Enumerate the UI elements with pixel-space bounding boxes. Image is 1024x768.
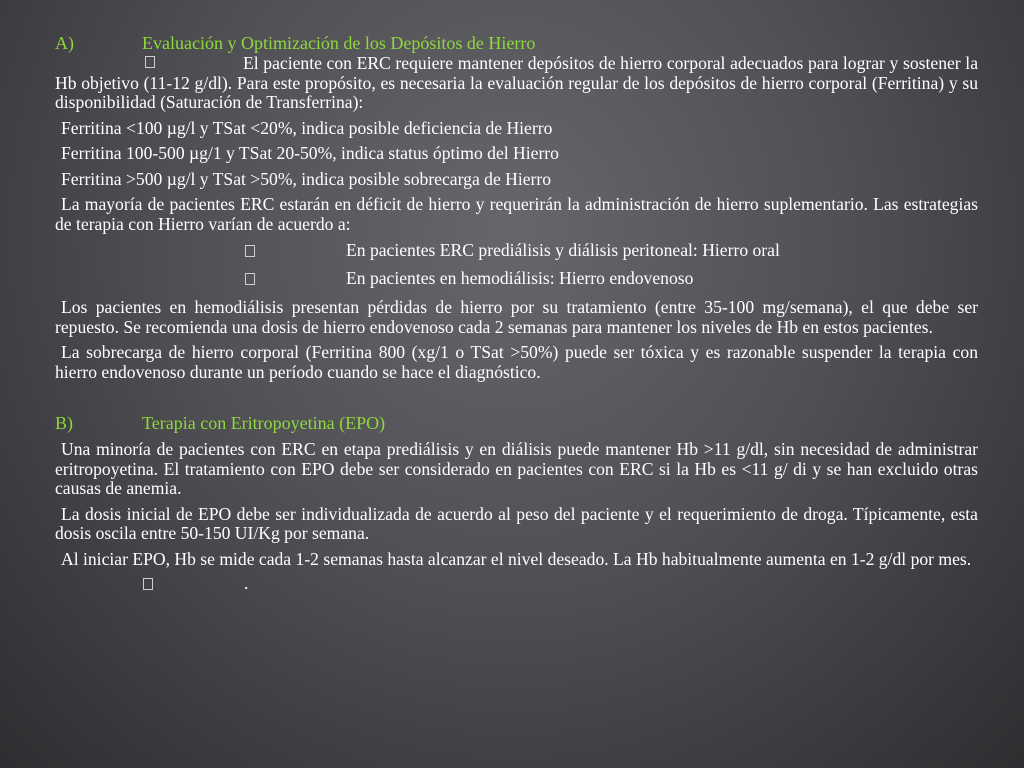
- section-a-heading: [55, 32, 978, 54]
- ferritina-line-3: Ferritina >500 µg/l y TSat >50%, indica posible sobrecarga de Hierro: [61, 168, 552, 189]
- deficit-paragraph: La mayoría de pacientes ERC estarán en déficit de hierro y requerirán la administración de hierro suplementario. Las estrategias de terapia con Hierro varían de acuerdo a:: [55, 194, 978, 234]
- section-a-title: Evaluación y Optimización de los Depósitos de Hierro: [142, 33, 536, 53]
- ferritina-line-2: Ferritina 100-500 µg/1 y TSat 20-50%, indica status óptimo del Hierro: [61, 143, 559, 163]
- missing-glyph-box-icon: [143, 578, 153, 590]
- section-b-letter: B): [55, 413, 73, 433]
- section-a-letter: A): [55, 33, 74, 53]
- section-b-title: Terapia con Eritropoyetina (EPO): [142, 413, 386, 433]
- missing-glyph-box-icon: [245, 245, 255, 257]
- sobrecarga-paragraph: La sobrecarga de hierro corporal (Ferritina 800 (xg/1 o TSat >50%) puede ser tóxica y es razonable suspender la terapia con hierro endovenoso durante un período cuando se hace el diagnóstico.: [55, 342, 978, 382]
- epo-paragraph-1: Una minoría de pacientes con ERC en etapa prediálisis y en diálisis puede mantener Hb >11 g/dl, sin necesidad de administrar eritropoyetina. El tratamiento con EPO debe ser considerado en pacientes con ERC si la Hb es <11 g/ di y se han excluido otras causas de anemia.: [55, 439, 978, 498]
- section-a-intro-block: [55, 54, 978, 113]
- strategy-oral-text: En pacientes ERC prediálisis y diálisis peritoneal: Hierro oral: [346, 240, 780, 260]
- missing-glyph-box-icon: [245, 273, 255, 285]
- trailing-bullet-item: [55, 573, 978, 601]
- section-a-intro: [55, 54, 978, 113]
- hemodialisis-paragraph: Los pacientes en hemodiálisis presentan pérdidas de hierro por su tratamiento (entre 35-100 mg/semana), el que debe ser repuesto. Se recomienda una dosis de hierro endovenoso cada 2 semanas para mantener los niveles de Hb en estos pacientes.: [55, 297, 978, 337]
- section-a-intro-text: El paciente con ERC requiere mantener depósitos de hierro corporal adecuados para lograr y sostener la Hb objetivo (11-12 g/dl). Para este propósito, es necesaria la evaluación regular de los depósitos de hierro corporal (Ferritina) y su disponibilidad (Saturación de Transferrina):: [55, 53, 978, 112]
- epo-paragraph-3: Al iniciar EPO, Hb se mide cada 1-2 semanas hasta alcanzar el nivel deseado. La Hb habitualmente aumenta en 1-2 g/dl por mes.: [61, 548, 972, 569]
- missing-glyph-box-icon: [145, 56, 155, 68]
- strategy-item-oral: [55, 240, 978, 268]
- ferritina-line-1: Ferritina <100 µg/l y TSat <20%, indica posible deficiencia de Hierro: [61, 117, 553, 138]
- slide-content: [55, 32, 978, 601]
- epo-paragraph-2: La dosis inicial de EPO debe ser individualizada de acuerdo al peso del paciente y el requerimiento de droga. Típicamente, esta dosis oscila entre 50-150 UI/Kg por semana.: [55, 503, 978, 543]
- trailing-text: .: [244, 573, 249, 593]
- strategy-item-endovenoso: [55, 268, 978, 296]
- section-b-heading: [55, 412, 978, 434]
- strategy-endovenoso-text: En pacientes en hemodiálisis: Hierro endovenoso: [346, 268, 694, 288]
